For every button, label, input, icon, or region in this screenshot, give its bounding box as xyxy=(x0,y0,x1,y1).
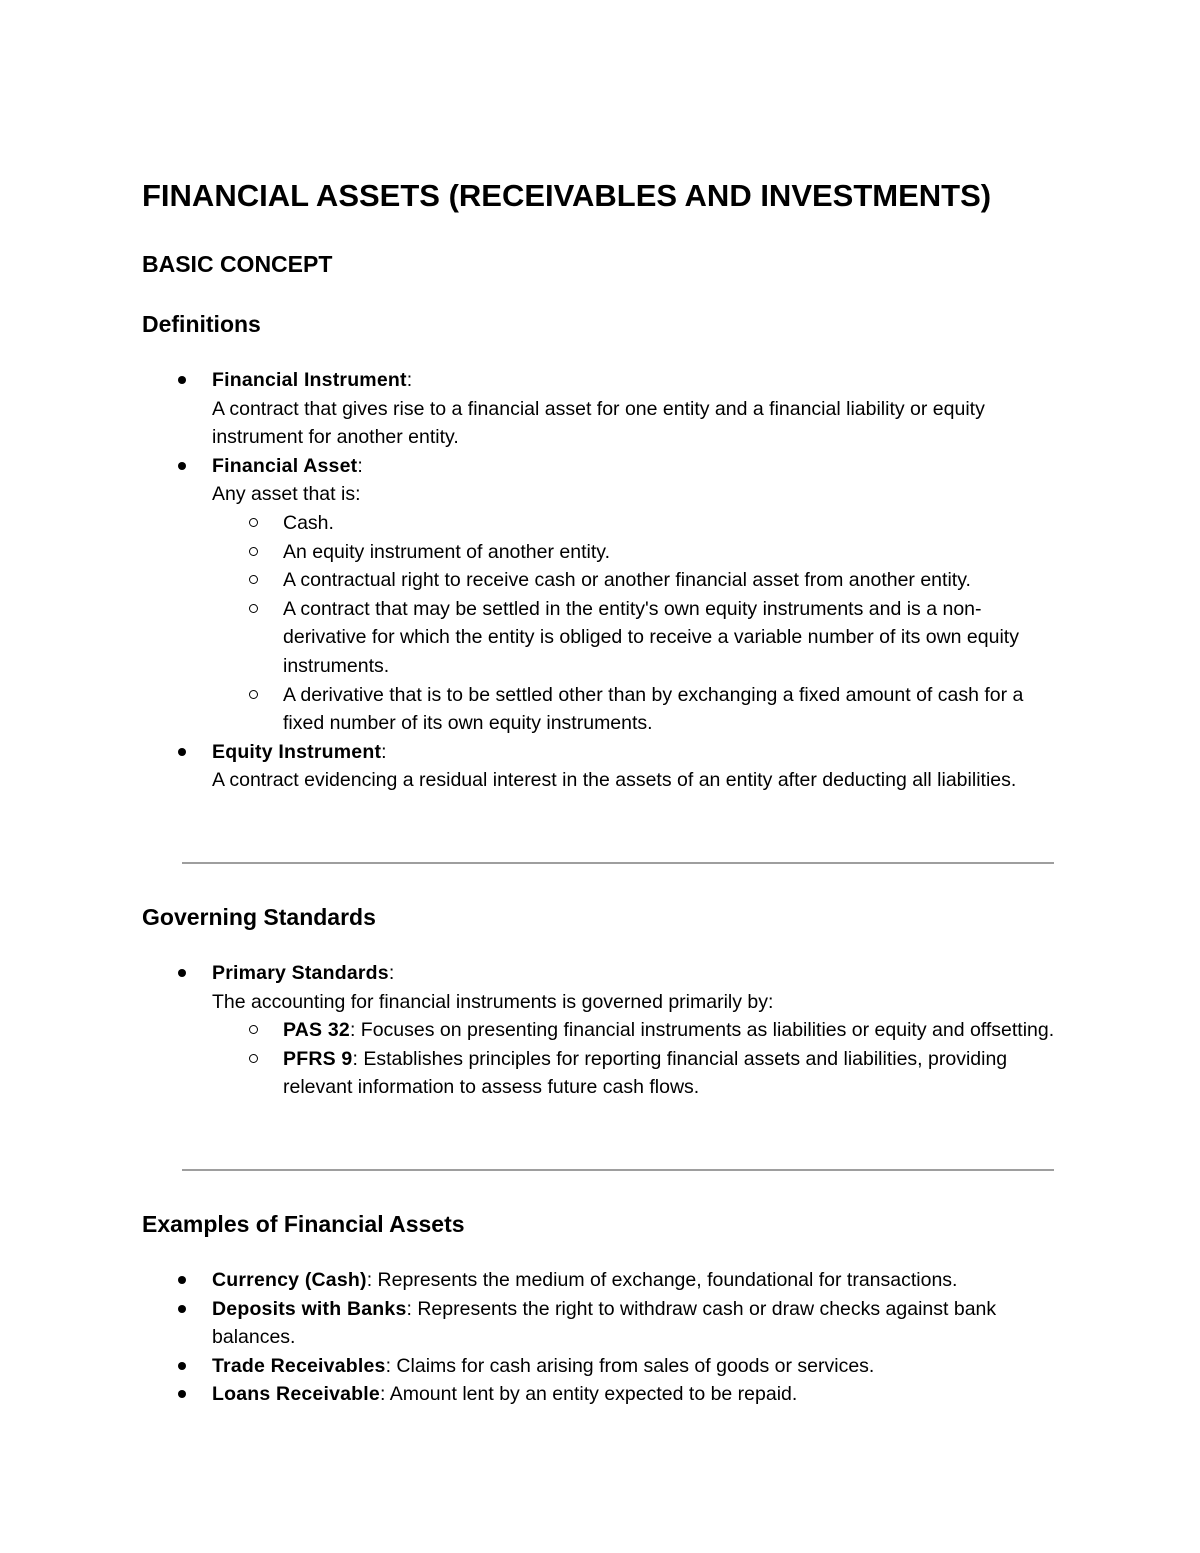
list-item-deposits xyxy=(142,1295,1062,1352)
bullet-circle-icon xyxy=(249,604,258,613)
standards-sub-list xyxy=(142,1016,1062,1102)
sub-list-item xyxy=(142,566,1062,595)
sub-list-item xyxy=(142,538,1062,567)
document-title: FINANCIAL ASSETS (RECEIVABLES AND INVESTMENTS) xyxy=(142,178,992,213)
sub-item-text: : Focuses on presenting financial instruments as liabilities or equity and offsetting. xyxy=(349,1019,1055,1042)
term-primary-standards: Primary Standards xyxy=(212,962,389,984)
term-trade-receivables: Trade Receivables xyxy=(212,1354,386,1377)
list-item-trade-receivables xyxy=(142,1352,1062,1381)
definition-text: A contract evidencing a residual interest in the assets of an entity after deducting all liabilities. xyxy=(212,769,1017,792)
definition-text: The accounting for financial instruments is governed primarily by: xyxy=(212,990,774,1013)
bullet-disc-icon xyxy=(178,748,186,756)
list-item-financial-instrument xyxy=(142,366,1062,452)
bullet-disc-icon xyxy=(178,1276,186,1284)
term-pas-32: PAS 32 xyxy=(283,1019,350,1042)
list-item-currency xyxy=(142,1266,1062,1295)
bullet-circle-icon xyxy=(249,575,258,584)
section-label-basic-concept: BASIC CONCEPT xyxy=(142,251,333,277)
example-text: : Represents the medium of exchange, foundational for transactions. xyxy=(366,1269,958,1291)
term-financial-asset: Financial Asset xyxy=(212,454,358,477)
term-separator: : xyxy=(406,369,413,391)
list-item-primary-standards xyxy=(142,959,1062,1102)
heading-governing-standards: Governing Standards xyxy=(142,904,376,930)
list-item-financial-asset xyxy=(142,452,1062,738)
term-separator: : xyxy=(381,740,387,763)
bullet-circle-icon xyxy=(249,1054,258,1063)
term-loans-receivable: Loans Receivable xyxy=(212,1383,380,1406)
sub-item-text: A derivative that is to be settled other than by exchanging a fixed amount of cash for a fixed number of its own equity instruments. xyxy=(283,683,1024,735)
example-text: : Amount lent by an entity expected to be repaid. xyxy=(379,1383,798,1406)
term-pfrs-9: PFRS 9 xyxy=(283,1047,353,1070)
definition-text: Any asset that is: xyxy=(212,483,361,506)
bullet-disc-icon xyxy=(178,376,186,384)
bullet-circle-icon xyxy=(249,1025,258,1034)
list-item-loans-receivable xyxy=(142,1380,1062,1409)
sub-list-item xyxy=(142,681,1062,738)
example-text: : Represents the right to withdraw cash or draw checks against bank balances. xyxy=(212,1297,997,1349)
list-item-equity-instrument xyxy=(142,738,1062,795)
bullet-disc-icon xyxy=(178,1305,186,1313)
financial-asset-sub-list xyxy=(142,509,1062,738)
governing-standards-list xyxy=(142,959,1062,1102)
term-equity-instrument: Equity Instrument xyxy=(212,740,382,763)
sub-list-item xyxy=(142,509,1062,538)
sub-item-text: A contract that may be settled in the entity's own equity instruments and is a non-derivative for which the entity is obliged to receive a variable number of its own equity instruments. xyxy=(283,597,1019,677)
horizontal-divider xyxy=(182,1169,1054,1171)
bullet-circle-icon xyxy=(249,518,258,527)
bullet-circle-icon xyxy=(249,690,258,699)
bullet-disc-icon xyxy=(178,462,186,470)
bullet-circle-icon xyxy=(249,547,258,556)
sub-list-item-pas-32 xyxy=(142,1016,1062,1045)
sub-item-text: A contractual right to receive cash or another financial asset from another entity. xyxy=(283,569,971,592)
heading-definitions: Definitions xyxy=(142,311,261,337)
sub-list-item-pfrs-9 xyxy=(142,1045,1062,1102)
term-currency: Currency (Cash) xyxy=(212,1269,367,1291)
sub-item-text: An equity instrument of another entity. xyxy=(283,540,610,563)
bullet-disc-icon xyxy=(178,969,186,977)
term-separator: : xyxy=(357,454,363,477)
horizontal-divider xyxy=(182,862,1054,864)
term-separator: : xyxy=(388,962,395,984)
sub-list-item xyxy=(142,595,1062,681)
sub-item-text: Cash. xyxy=(283,511,334,534)
definitions-list xyxy=(142,366,1062,795)
sub-item-text: : Establishes principles for reporting financial assets and liabilities, providing relevant information to assess future cash flows. xyxy=(283,1047,1008,1099)
definition-text: A contract that gives rise to a financial asset for one entity and a financial liability or equity instrument for another entity. xyxy=(212,397,985,449)
bullet-disc-icon xyxy=(178,1390,186,1398)
term-financial-instrument: Financial Instrument xyxy=(212,369,407,391)
examples-list xyxy=(142,1266,1062,1409)
example-text: : Claims for cash arising from sales of goods or services. xyxy=(385,1354,875,1377)
term-deposits: Deposits with Banks xyxy=(212,1297,407,1320)
heading-examples: Examples of Financial Assets xyxy=(142,1211,465,1237)
bullet-disc-icon xyxy=(178,1362,186,1370)
